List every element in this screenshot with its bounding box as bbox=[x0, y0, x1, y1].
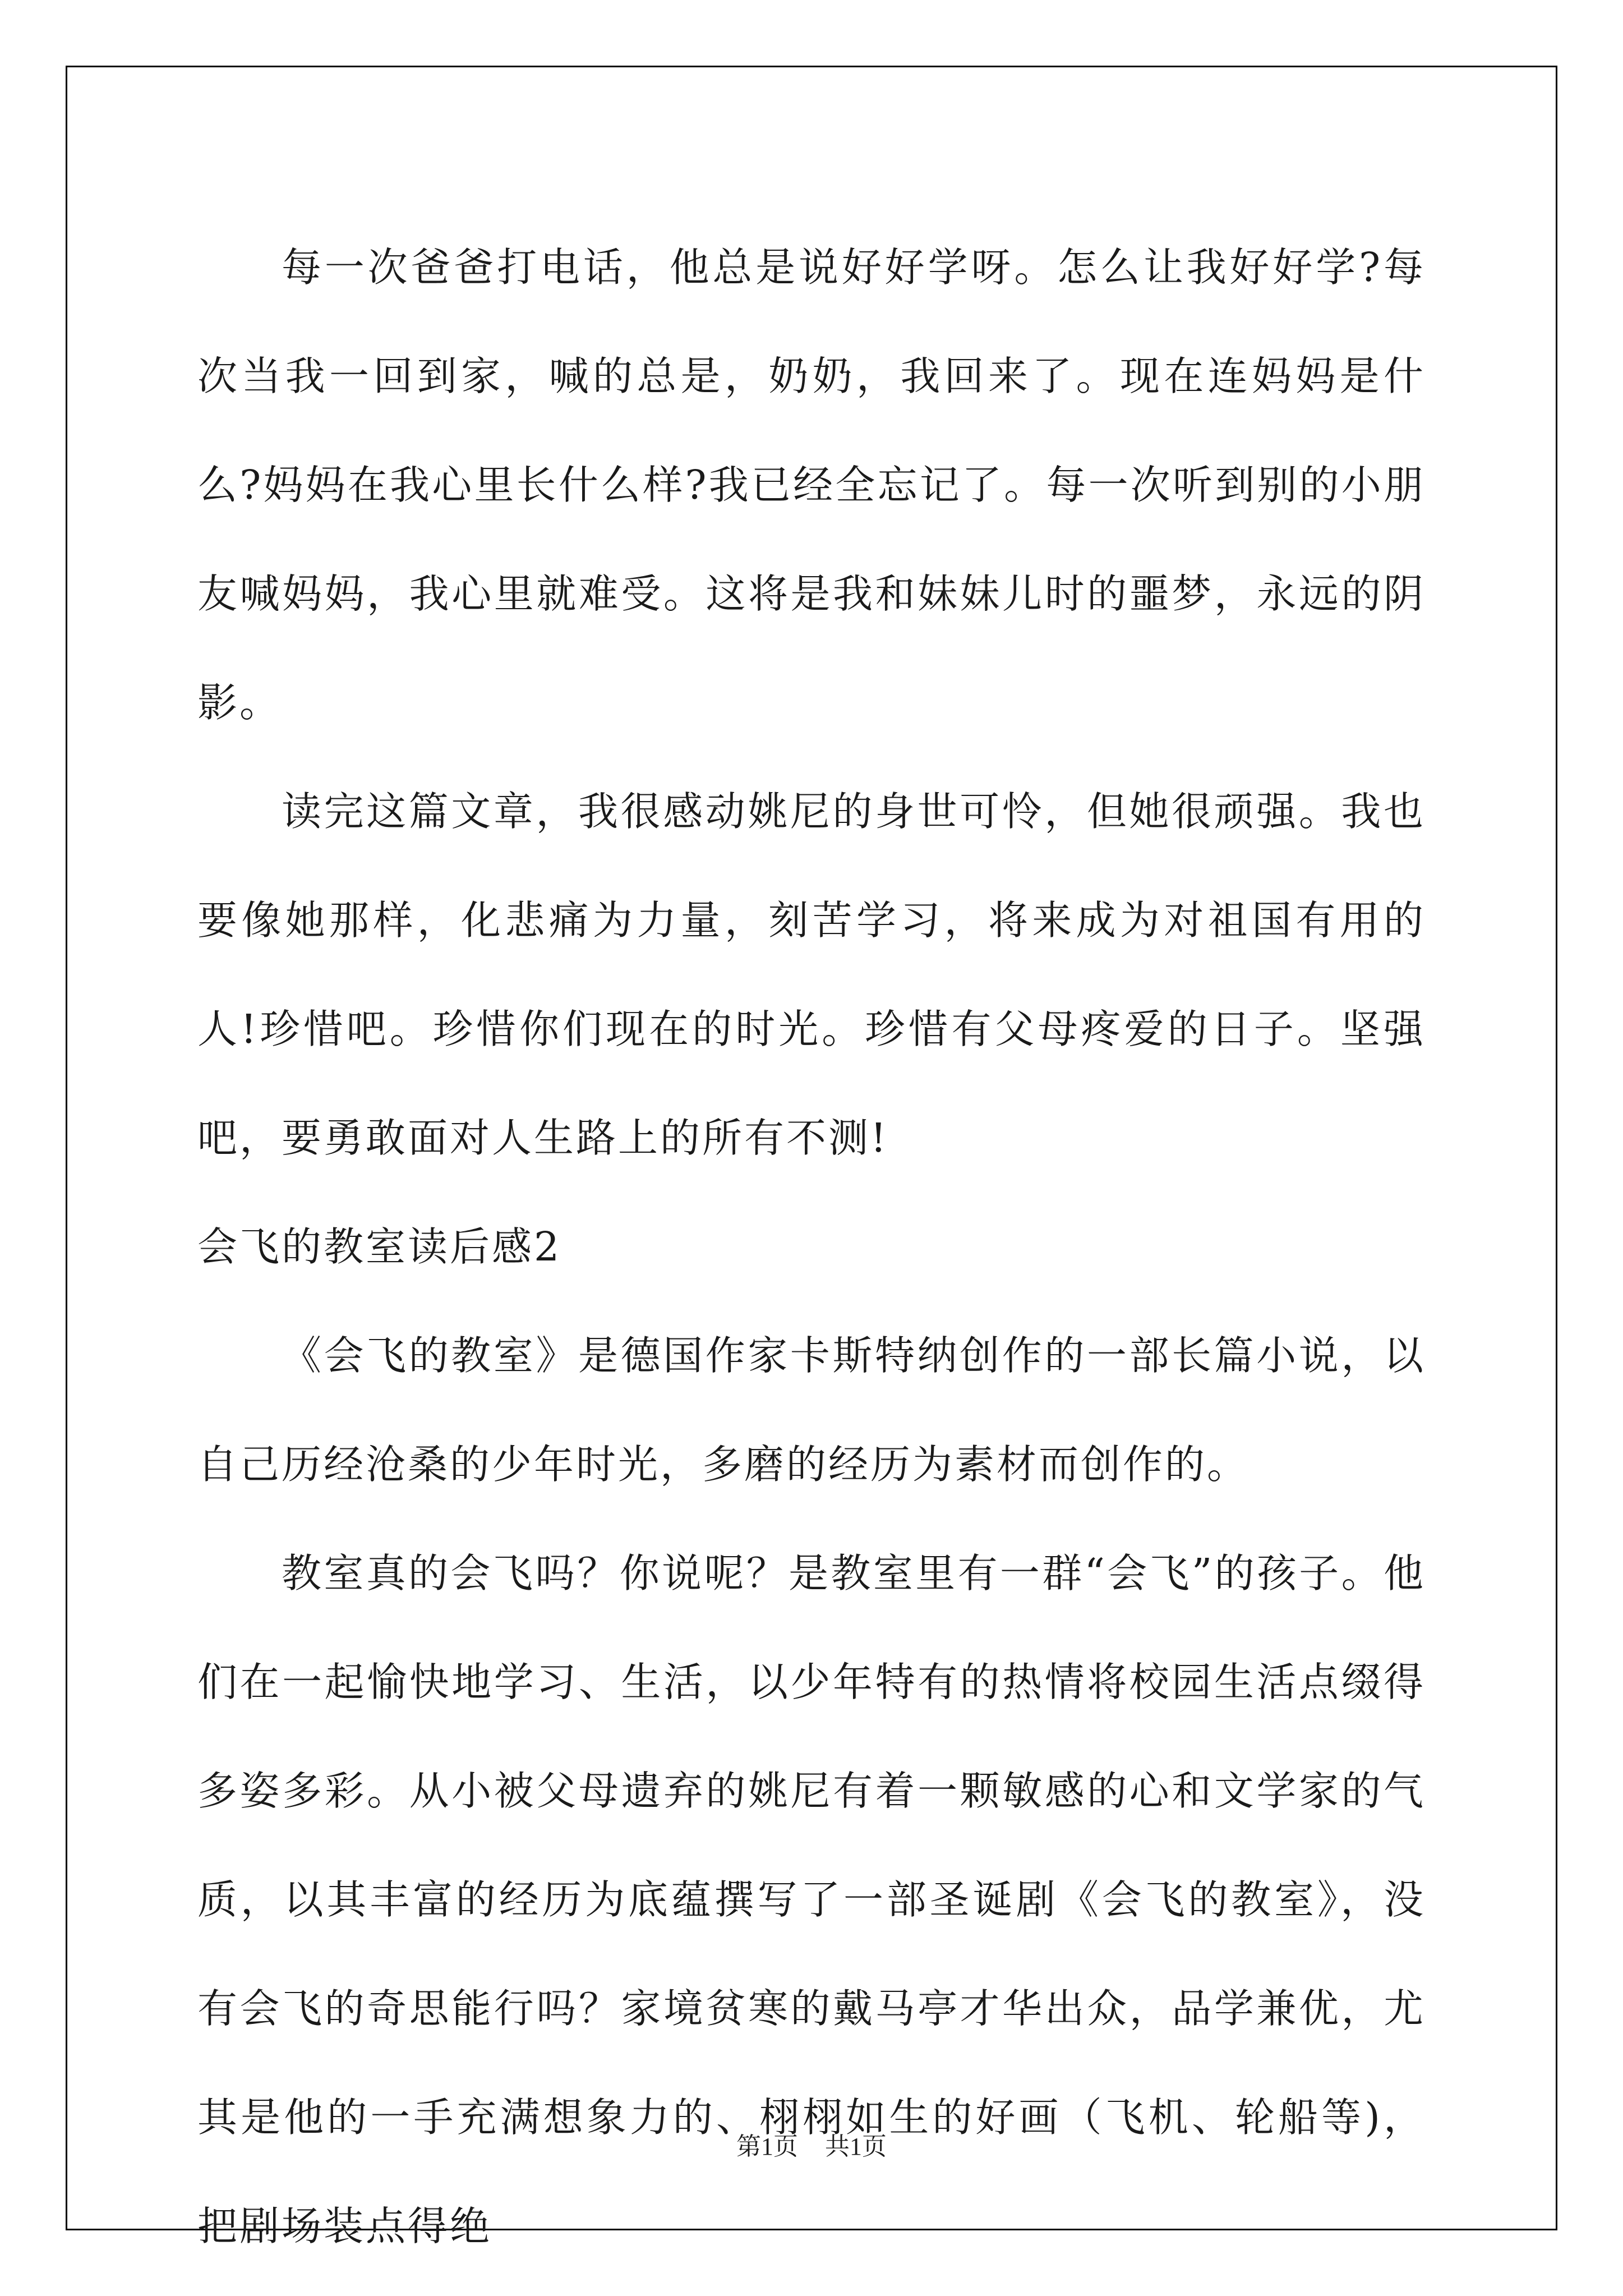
paragraph-4: 教室真的会飞吗？你说呢？是教室里有一群“会飞”的孩子。他们在一起愉快地学习、生活，以少年特有的热情将校园生活点缀得多姿多彩。从小被父母遗弃的姚尼有着一颗敏感的心和文学家的气质，以其丰富的经历为底蕴撰写了一部圣诞剧《会飞的教室》，没有会飞的奇思能行吗？家境贫寒的戴马亭才华出众，品学兼优，尤其是他的一手充满想象力的、栩栩如生的好画（飞机、轮船等)，把剧场装点得绝 bbox=[197, 1550, 1426, 2249]
page-number: 第1页 bbox=[736, 2133, 798, 2160]
paragraph-2: 读完这篇文章，我很感动姚尼的身世可怜，但她很顽强。我也要像她那样，化悲痛为力量，刻苦学习，将来成为对祖国有用的人!珍惜吧。珍惜你们现在的时光。珍惜有父母疼爱的日子。坚强吧，要勇敢面对人生路上的所有不测! bbox=[197, 788, 1426, 1161]
section-heading: 会飞的教室读后感2 bbox=[197, 1223, 562, 1270]
paragraph-1: 每一次爸爸打电话，他总是说好好学呀。怎么让我好好学?每次当我一回到家，喊的总是，奶奶，我回来了。现在连妈妈是什么?妈妈在我心里长什么样?我已经全忘记了。每一次听到别的小朋友喊妈妈，我心里就难受。这将是我和妹妹儿时的噩梦，永远的阴影。 bbox=[197, 244, 1426, 726]
paragraph-3: 《会飞的教室》是德国作家卡斯特纳创作的一部长篇小说，以自己历经沧桑的少年时光，多磨的经历为素材而创作的。 bbox=[197, 1332, 1426, 1488]
document-body bbox=[197, 213, 1426, 2281]
page-total: 共1页 bbox=[825, 2133, 887, 2160]
page-footer bbox=[0, 2126, 1623, 2162]
